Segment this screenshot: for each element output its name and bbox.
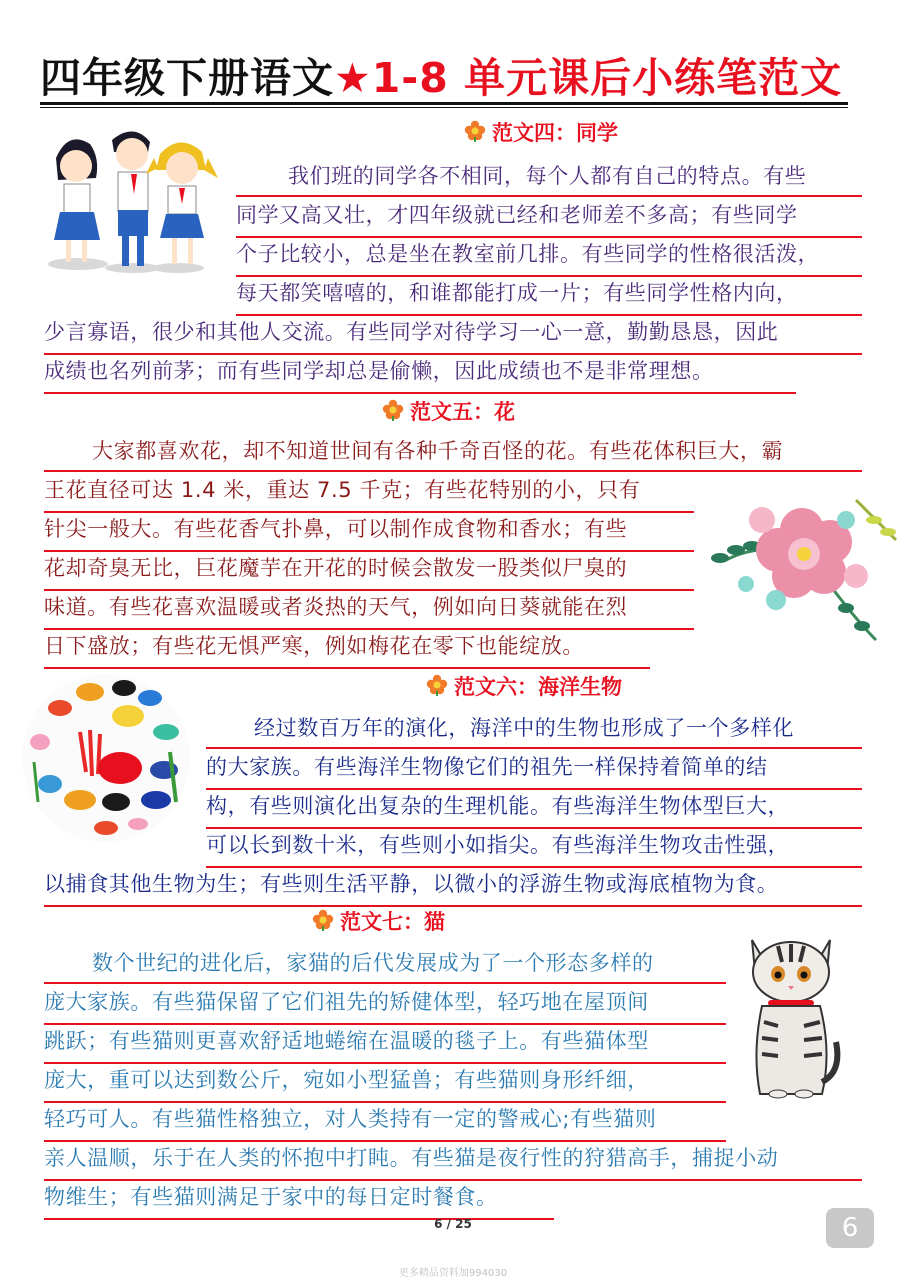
title-grade-part: 四年级下册语文: [40, 54, 334, 102]
cat-illustration: [738, 922, 844, 1102]
paragraph-line: 经过数百万年的演化，海洋中的生物也形成了一个多样化: [206, 710, 862, 749]
paragraph-line: 成绩也名列前茅；而有些同学却总是偷懒，因此成绩也不是非常理想。: [44, 353, 796, 394]
paragraph-line: 王花直径可达 1.4 米，重达 7.5 千克；有些花特别的小，只有: [44, 472, 694, 513]
title-underline-thin: [40, 107, 848, 108]
paragraph-line: 每天都笑嘻嘻的，和谁都能打成一片；有些同学性格内向，: [236, 275, 862, 316]
paragraph-line: 物维生；有些猫则满足于家中的每日定时餐食。: [44, 1179, 554, 1220]
flower-bouquet-illustration: [706, 480, 902, 650]
section-heading-classmates: [464, 116, 618, 150]
flower-bullet-icon: [464, 120, 486, 142]
paragraph-line: 亲人温顺，乐于在人类的怀抱中打盹。有些猫是夜行性的狩猎高手，捕捉小动: [44, 1140, 862, 1181]
page-badge[interactable]: 6: [826, 1208, 874, 1248]
flower-bullet-icon: [426, 674, 448, 696]
paragraph-line: 味道。有些花喜欢温暖或者炎热的天气，例如向日葵就能在烈: [44, 589, 694, 630]
paragraph-line: 少言寡语，很少和其他人交流。有些同学对待学习一心一意，勤勤恳恳，因此: [44, 314, 862, 355]
paragraph-line: 以捕食其他生物为生；有些则生活平静，以微小的浮游生物或海底植物为食。: [44, 866, 862, 907]
paragraph-line: 轻巧可人。有些猫性格独立，对人类持有一定的警戒心;有些猫则: [44, 1101, 726, 1142]
section-heading-flowers: [382, 395, 515, 429]
paragraph-line: 可以长到数十米，有些则小如指尖。有些海洋生物攻击性强，: [206, 827, 862, 868]
section-heading-label: 范文四：同学: [492, 121, 618, 145]
paragraph-line: 针尖一般大。有些花香气扑鼻，可以制作成食物和香水；有些: [44, 511, 694, 552]
paragraph-line: 的大家族。有些海洋生物像它们的祖先一样保持着简单的结: [206, 749, 862, 790]
paragraph-line: 数个世纪的进化后，家猫的后代发展成为了一个形态多样的: [44, 945, 726, 984]
paragraph-line: 庞大，重可以达到数公斤，宛如小型猛兽；有些猫则身形纤细，: [44, 1062, 726, 1103]
page-number: 6 / 25: [434, 1217, 472, 1231]
section-heading-label: 范文六：海洋生物: [454, 675, 622, 699]
paragraph-line: 个子比较小，总是坐在教室前几排。有些同学的性格很活泼，: [236, 236, 862, 277]
paragraph-line: 跳跃；有些猫则更喜欢舒适地蜷缩在温暖的毯子上。有些猫体型: [44, 1023, 726, 1064]
paragraph-line: 花却奇臭无比，巨花魔芋在开花的时候会散发一股类似尸臭的: [44, 550, 694, 591]
section-heading-label: 范文五：花: [410, 400, 515, 424]
paragraph-line: 我们班的同学各不相同，每个人都有自己的特点。有些: [236, 158, 862, 197]
flower-bullet-icon: [312, 909, 334, 931]
page-title: [40, 50, 842, 106]
paragraph-line: 庞大家族。有些猫保留了它们祖先的矫健体型，轻巧地在屋顶间: [44, 984, 726, 1025]
students-illustration: [38, 118, 224, 278]
sea-creatures-illustration: [20, 672, 192, 844]
paragraph-line: 同学又高又壮，才四年级就已经和老师差不多高；有些同学: [236, 197, 862, 238]
title-subject-part: ★1-8 单元课后小练笔范文: [334, 54, 843, 102]
section-heading-label: 范文七：猫: [340, 910, 445, 934]
watermark-text: 更多精品资料加994030: [398, 1268, 508, 1279]
title-underline-thick: [40, 102, 848, 105]
section-heading-cats: [312, 905, 445, 939]
section-heading-marine-life: [426, 670, 622, 704]
paragraph-line: 大家都喜欢花，却不知道世间有各种千奇百怪的花。有些花体积巨大，霸: [44, 433, 862, 472]
flower-bullet-icon: [382, 399, 404, 421]
paragraph-line: 构，有些则演化出复杂的生理机能。有些海洋生物体型巨大，: [206, 788, 862, 829]
paragraph-line: 日下盛放；有些花无惧严寒，例如梅花在零下也能绽放。: [44, 628, 650, 669]
